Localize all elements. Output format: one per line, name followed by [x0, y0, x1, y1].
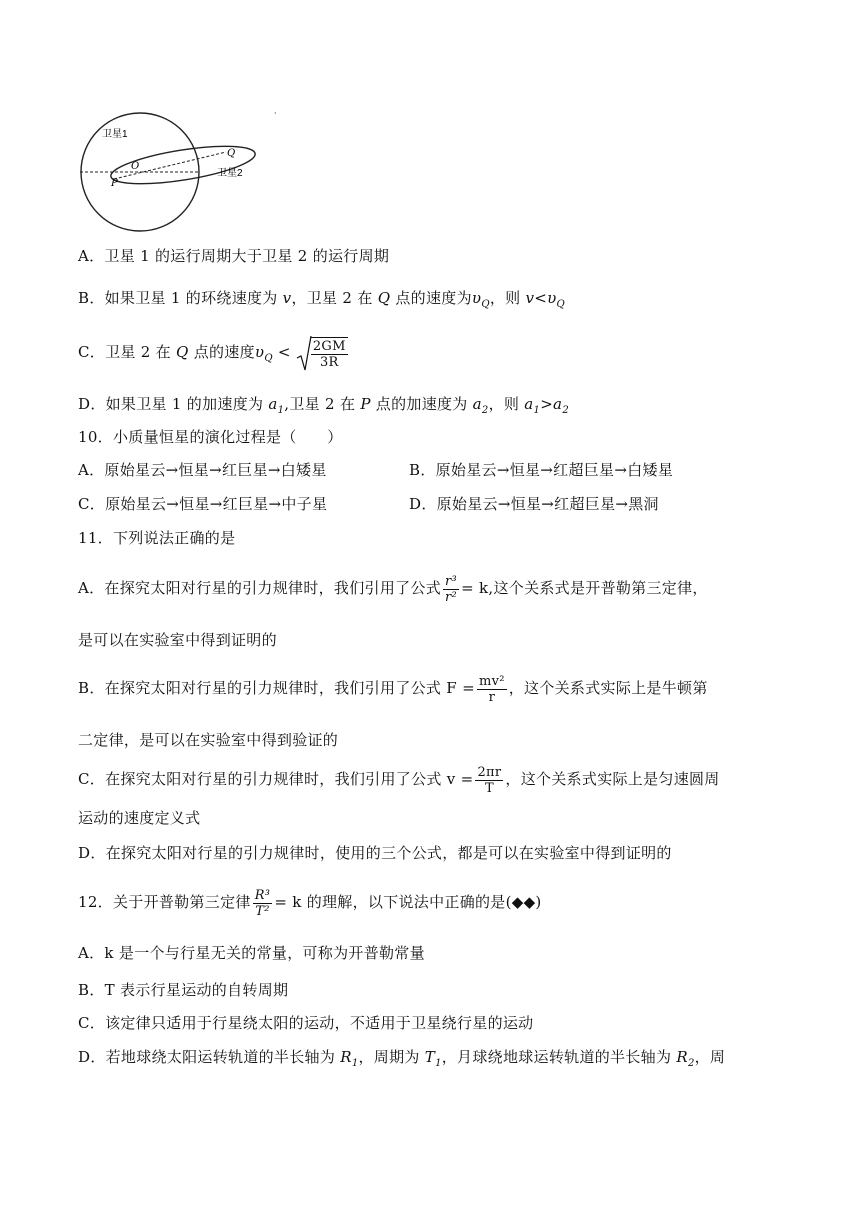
var-T: T: [424, 1048, 436, 1066]
var-vq: υ: [471, 289, 482, 307]
q11-option-a: [78, 568, 708, 608]
sub: Q: [264, 353, 273, 364]
var-R: R: [676, 1048, 688, 1066]
label-satellite-1: 卫星1: [102, 129, 128, 140]
q12-option-d: [78, 1047, 725, 1074]
text: B．如果卫星 1 的环绕速度为: [78, 289, 283, 307]
q10-option-d: D．原始星云→恒星→红超巨星→黑洞: [409, 495, 659, 513]
text: ，则: [489, 289, 526, 307]
text: C．卫星 2 在: [78, 343, 177, 361]
numerator: 2GM: [312, 339, 346, 354]
var-a: a: [472, 395, 482, 413]
sqrt-expression: [296, 333, 350, 374]
q10-option-a: A．原始星云→恒星→红巨星→白矮星: [78, 461, 327, 479]
var-v: v: [282, 289, 292, 307]
text: ，周: [694, 1048, 726, 1066]
text: 12．关于开普勒第三定律: [78, 893, 251, 911]
sub: 2: [481, 405, 489, 416]
denominator: T: [484, 780, 494, 796]
numerator: R³: [254, 887, 271, 903]
text: D．如果卫星 1 的加速度为: [78, 395, 269, 413]
text: = k,这个关系式是开普勒第三定律，: [461, 579, 708, 597]
label-O: O: [131, 161, 140, 172]
text: = k 的理解，以下说法中正确的是: [274, 893, 506, 911]
text: 点的速度: [188, 343, 255, 361]
sub: 2: [687, 1058, 695, 1069]
stray-dot: ·: [274, 110, 277, 118]
text: ，月球绕地球运转轨道的半长轴为: [441, 1048, 677, 1066]
denominator: r: [488, 689, 496, 705]
label-satellite-2: 卫星2: [217, 168, 243, 179]
var-R: R: [340, 1048, 352, 1066]
answer-paren: (◆◆): [505, 893, 542, 911]
var-Q: Q: [377, 289, 391, 307]
numerator: mv²: [478, 673, 505, 689]
sub: 1: [351, 1058, 359, 1069]
fraction: [475, 765, 503, 796]
q12-option-b: B．T 表示行星运动的自转周期: [78, 981, 289, 999]
var-a: a: [268, 395, 278, 413]
q9-option-b: [78, 288, 565, 315]
fraction: [311, 337, 348, 370]
sub: 1: [435, 1058, 442, 1069]
numerator: r³: [445, 573, 458, 589]
q10-option-c: C．原始星云→恒星→红巨星→中子星: [78, 495, 328, 513]
label-Q: Q: [227, 148, 236, 159]
q11-option-b: [78, 668, 708, 708]
denominator: T²: [255, 903, 270, 919]
fraction: [443, 574, 459, 605]
var-a: a: [524, 395, 534, 413]
q11-option-b-cont: 二定律，是可以在实验室中得到验证的: [78, 731, 339, 749]
text: 点的速度为: [390, 289, 472, 307]
text: ，则: [488, 395, 525, 413]
var-vq: υ: [254, 343, 265, 361]
sub: 1: [533, 405, 541, 416]
q11-option-c-cont: 运动的速度定义式: [78, 809, 201, 827]
text: D．若地球绕太阳运转轨道的半长轴为: [78, 1048, 341, 1066]
q10-option-b: B．原始星云→恒星→红超巨星→白矮星: [409, 461, 674, 479]
denominator: r²: [445, 589, 458, 605]
q12-stem: [78, 882, 542, 922]
q10-stem: 10．小质量恒星的演化过程是（ ）: [78, 428, 343, 446]
sub: Q: [556, 299, 566, 310]
text: C．在探究太阳对行星的引力规律时，我们引用了公式 v =: [78, 770, 474, 788]
text: 点的加速度为: [370, 395, 473, 413]
text: A．在探究太阳对行星的引力规律时，我们引用了公式: [78, 579, 442, 597]
denominator: 3R: [319, 355, 339, 370]
text: ，周期为: [358, 1048, 425, 1066]
orbit-figure: [74, 110, 284, 234]
q9-option-c: [78, 332, 350, 379]
less-than: <: [272, 343, 296, 361]
relation: >a: [540, 395, 563, 413]
sub: Q: [481, 299, 490, 310]
text: ，这个关系式实际上是牛顿第: [508, 679, 708, 697]
relation: v<υ: [525, 289, 557, 307]
q11-stem: 11．下列说法正确的是: [78, 529, 236, 547]
numerator: 2πr: [477, 764, 502, 780]
q11-option-c: [78, 759, 720, 799]
q9-option-d: [78, 394, 569, 421]
fraction: [477, 674, 507, 705]
sub: 1: [277, 405, 285, 416]
q11-option-a-cont: 是可以在实验室中得到证明的: [78, 631, 277, 649]
fraction: [253, 888, 273, 919]
q12-option-a: A．k 是一个与行星无关的常量，可称为开普勒常量: [78, 944, 425, 962]
text: ，这个关系式实际上是匀速圆周: [505, 770, 720, 788]
var-Q: Q: [176, 343, 189, 361]
text: ，卫星 2 在: [291, 289, 378, 307]
text: ,卫星 2 在: [284, 395, 361, 413]
sub: 2: [562, 405, 569, 416]
text: B．在探究太阳对行星的引力规律时，我们引用了公式 F =: [78, 679, 475, 697]
q9-option-a: A．卫星 1 的运行周期大于卫星 2 的运行周期: [78, 247, 390, 265]
q12-option-c: C．该定律只适用于行星绕太阳的运动，不适用于卫星绕行星的运动: [78, 1014, 534, 1032]
label-P: P: [111, 178, 118, 189]
var-P: P: [360, 395, 371, 413]
q11-option-d: D．在探究太阳对行星的引力规律时，使用的三个公式，都是可以在实验室中得到证明的: [78, 844, 672, 862]
